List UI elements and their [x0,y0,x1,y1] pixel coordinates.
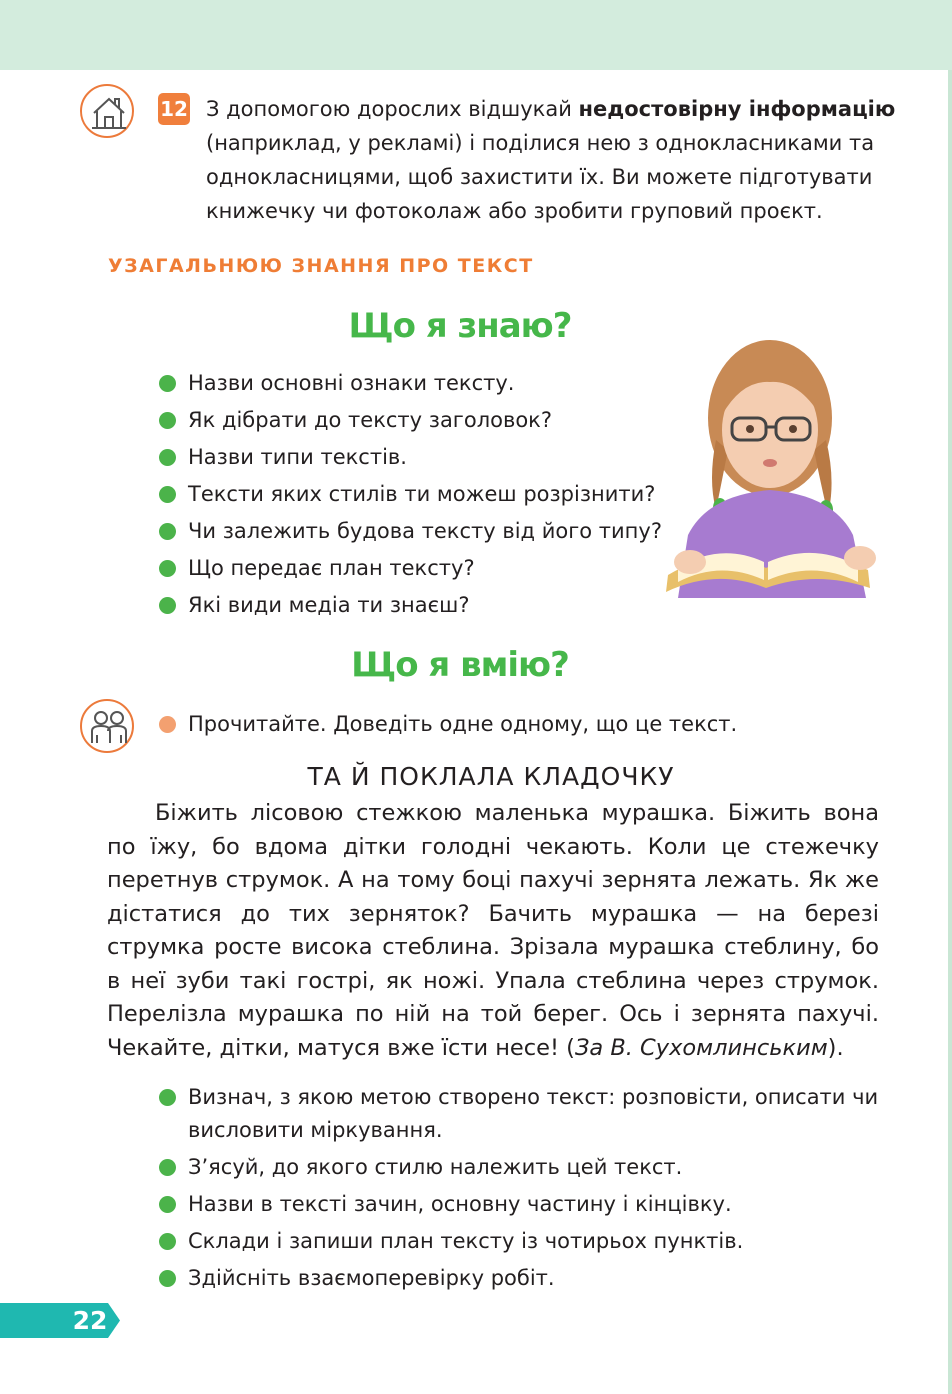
list-item: Що передає план тексту? [158,552,662,585]
page-edge-rule [948,70,952,1394]
list-item: Назви основні ознаки тексту. [158,367,662,400]
bullet-icon [159,1233,176,1250]
bullet-icon [159,375,176,392]
task-bold-phrase: недостовірну інформацію [578,97,896,121]
list-item: Тексти яких стилів ти можеш розрізнити? [158,478,662,511]
task-text: З допомогою дорослих відшукай недостовірну інформацію (наприклад, у рекламі) і поділися нею з однокласниками та однокласницями, щоб захистити їх. Ви можете підготувати книжечку чи фотоколаж або зробити груповий проєкт. [206,97,896,223]
can-heading: Що я вмію? [351,645,569,685]
list-item: Чи залежить будова тексту від його типу? [158,515,662,548]
task-number-badge: 12 [158,93,190,125]
pair-work-icon [80,699,134,753]
page-number: 22 [72,1306,108,1335]
story-title: ТА Й ПОКЛАЛА КЛАДОЧКУ [307,762,675,791]
home-icon [80,84,134,138]
know-heading: Що я знаю? [348,306,572,346]
list-item: Здійсніть взаємоперевірку робіт. [158,1262,898,1295]
list-item: Назви в тексті зачин, основну частину і кінцівку. [158,1188,898,1221]
top-band [0,0,952,70]
bullet-icon [159,1159,176,1176]
bullet-icon [159,716,176,733]
list-item: З’ясуй, до якого стилю належить цей текст. [158,1151,898,1184]
bullet-icon [159,412,176,429]
bullet-icon [159,523,176,540]
story-text: Біжить лісовою стежкою маленька мурашка. Біжить вона по їжу, бо вдома дітки голодні чекають. Коли це стежечку перетнув струмок. А на тому боці пахучі зернята лежать. Як же дістатися до тих зерняток? Бачить мурашка — на березі струмка росте висока стеблина. Зрізала мурашка стеблину, бо в неї зуби такі гострі, як ножі. Упала стеблина через струмок. Перелізла мурашка по ній на той берег. Ось і зернята пахучі. Чекайте, дітки, матуся вже їсти несе! (За В. Сухомлинським). [107,800,879,1061]
bullet-icon [159,486,176,503]
know-list [158,367,662,626]
bullet-icon [159,560,176,577]
list-item: Назви типи текстів. [158,441,662,474]
girl-reading-illustration [638,330,894,598]
bullet-icon [159,1270,176,1287]
story-source: За В. Сухомлинським [574,1034,828,1061]
list-item: Які види медіа ти знаєш? [158,589,662,622]
list-item: Визнач, з якою метою створено текст: розповісти, описати чи висловити міркування. [158,1081,898,1147]
bullet-icon [159,449,176,466]
bullet-icon [159,597,176,614]
bullet-icon [159,1089,176,1106]
can-list [158,1081,898,1299]
list-item: Склади і запиши план тексту із чотирьох пунктів. [158,1225,898,1258]
bullet-icon [159,1196,176,1213]
list-item: Як дібрати до тексту заголовок? [158,404,662,437]
section-label: УЗАГАЛЬНЮЮ ЗНАННЯ ПРО ТЕКСТ [108,255,534,277]
pair-task: Прочитайте. Доведіть одне одному, що це текст. [158,708,737,741]
